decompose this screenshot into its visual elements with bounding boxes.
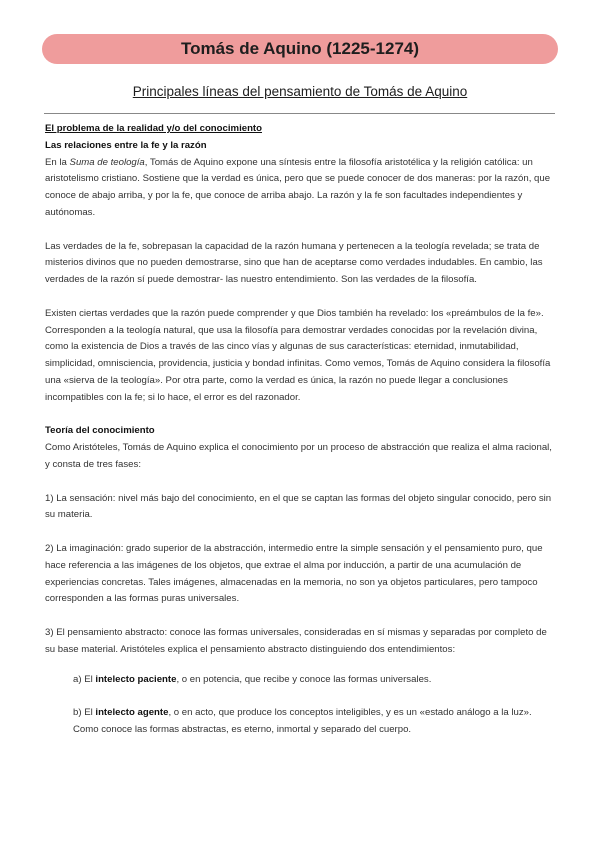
paragraph-intro: Como Aristóteles, Tomás de Aquino explica el conocimiento por un proceso de abstracción que realiza el alma racional, y consta de tres fases: [45,442,552,470]
phase-2: 2) La imaginación: grado superior de la abstracción, intermedio entre la simple sensación y el pensamiento puro, que hace referencia a las imágenes de los objetos, que extrae el alma por inducción, a partir de una acumulación de experiencias concretas. Tales imágenes, almacenadas en la memoria, no son ya objetos particulares, pero tampoco corresponden a las formas puras universales. [45,542,543,605]
intellect-active-term: intelecto agente [95,707,169,719]
intellect-active [45,705,557,739]
intellect-passive-post: , o en potencia, que recibe y conoce las formas universales. [176,673,432,685]
page-subtitle: Principales líneas del pensamiento de Tomás de Aquino [132,84,468,99]
intellect-active-post: , o en acto, que produce los conceptos inteligibles, y es un «estado análogo a la luz». Como conoce las formas abstractas, es eterno, inmortal y separado del cuerpo. [73,707,532,735]
paragraph-1-post: , Tomás de Aquino expone una síntesis entre la filosofía aristotélica y la religión católica: un aristotelismo cristiano. Sostiene que la verdad es única, pero que se puede conocer de dos maneras: por la razón, que conoce de abajo arriba, y por la fe, que conoce de arriba abajo. La razón y la fe son facultades independientes y autónomas. [45,156,551,218]
divider [44,113,555,114]
title-banner [42,34,558,64]
intellect-active-pre: b) El [73,707,96,719]
section-heading-conocimiento: Teoría del conocimiento [45,425,155,437]
intellect-passive-pre: a) El [73,673,96,685]
paragraph-3: Existen ciertas verdades que la razón puede comprender y que Dios también ha revelado: los «preámbulos de la fe». Corresponden a la teología natural, que usa la filosofía para demostrar verdades conocidas por la revelación divina, como la existencia de Dios a través de las cinco vías y algunas de sus características: eternidad, inmutabilidad, simplicidad, omnisciencia, providencia, justicia y bondad infinitas. Como vemos, Tomás de Aquino considera la filosofía una «sierva de la teología». Por otra parte, como la verdad es única, la razón no puede llegar a conclusiones incompatibles con la fe; si lo hace, el error es del razonador. [45,307,551,403]
section-heading-realidad: El problema de la realidad y/o del conocimiento [45,123,262,134]
intellect-passive [45,672,557,689]
subheading-fe-razon: Las relaciones entre la fe y la razón [45,139,207,151]
phase-3: 3) El pensamiento abstracto: conoce las formas universales, consideradas en sí mismas y separadas por completo de su base material. Aristóteles explica el pensamiento abstracto distinguiendo dos entendimientos: [45,626,547,655]
paragraph-1 [45,155,557,222]
paragraph-2: Las verdades de la fe, sobrepasan la capacidad de la razón humana y pertenecen a la teología revelada; se trata de misterios divinos que no pueden demostrarse, sino que han de aceptarse como verdades indudables. En cambio, las verdades de la razón sí puede demostrar- las nuestro entendimiento. Son las verdades de la filosofía. [45,240,543,286]
phase-1: 1) La sensación: nivel más bajo del conocimiento, en el que se captan las formas del objeto singular conocido, pero sin su materia. [45,492,552,521]
book-title: Suma de teología [69,156,145,168]
paragraph-1-pre: En la [45,156,70,168]
page-title: Tomás de Aquino (1225-1274) [180,39,420,58]
intellect-passive-term: intelecto paciente [95,673,177,685]
document-body [45,121,557,739]
